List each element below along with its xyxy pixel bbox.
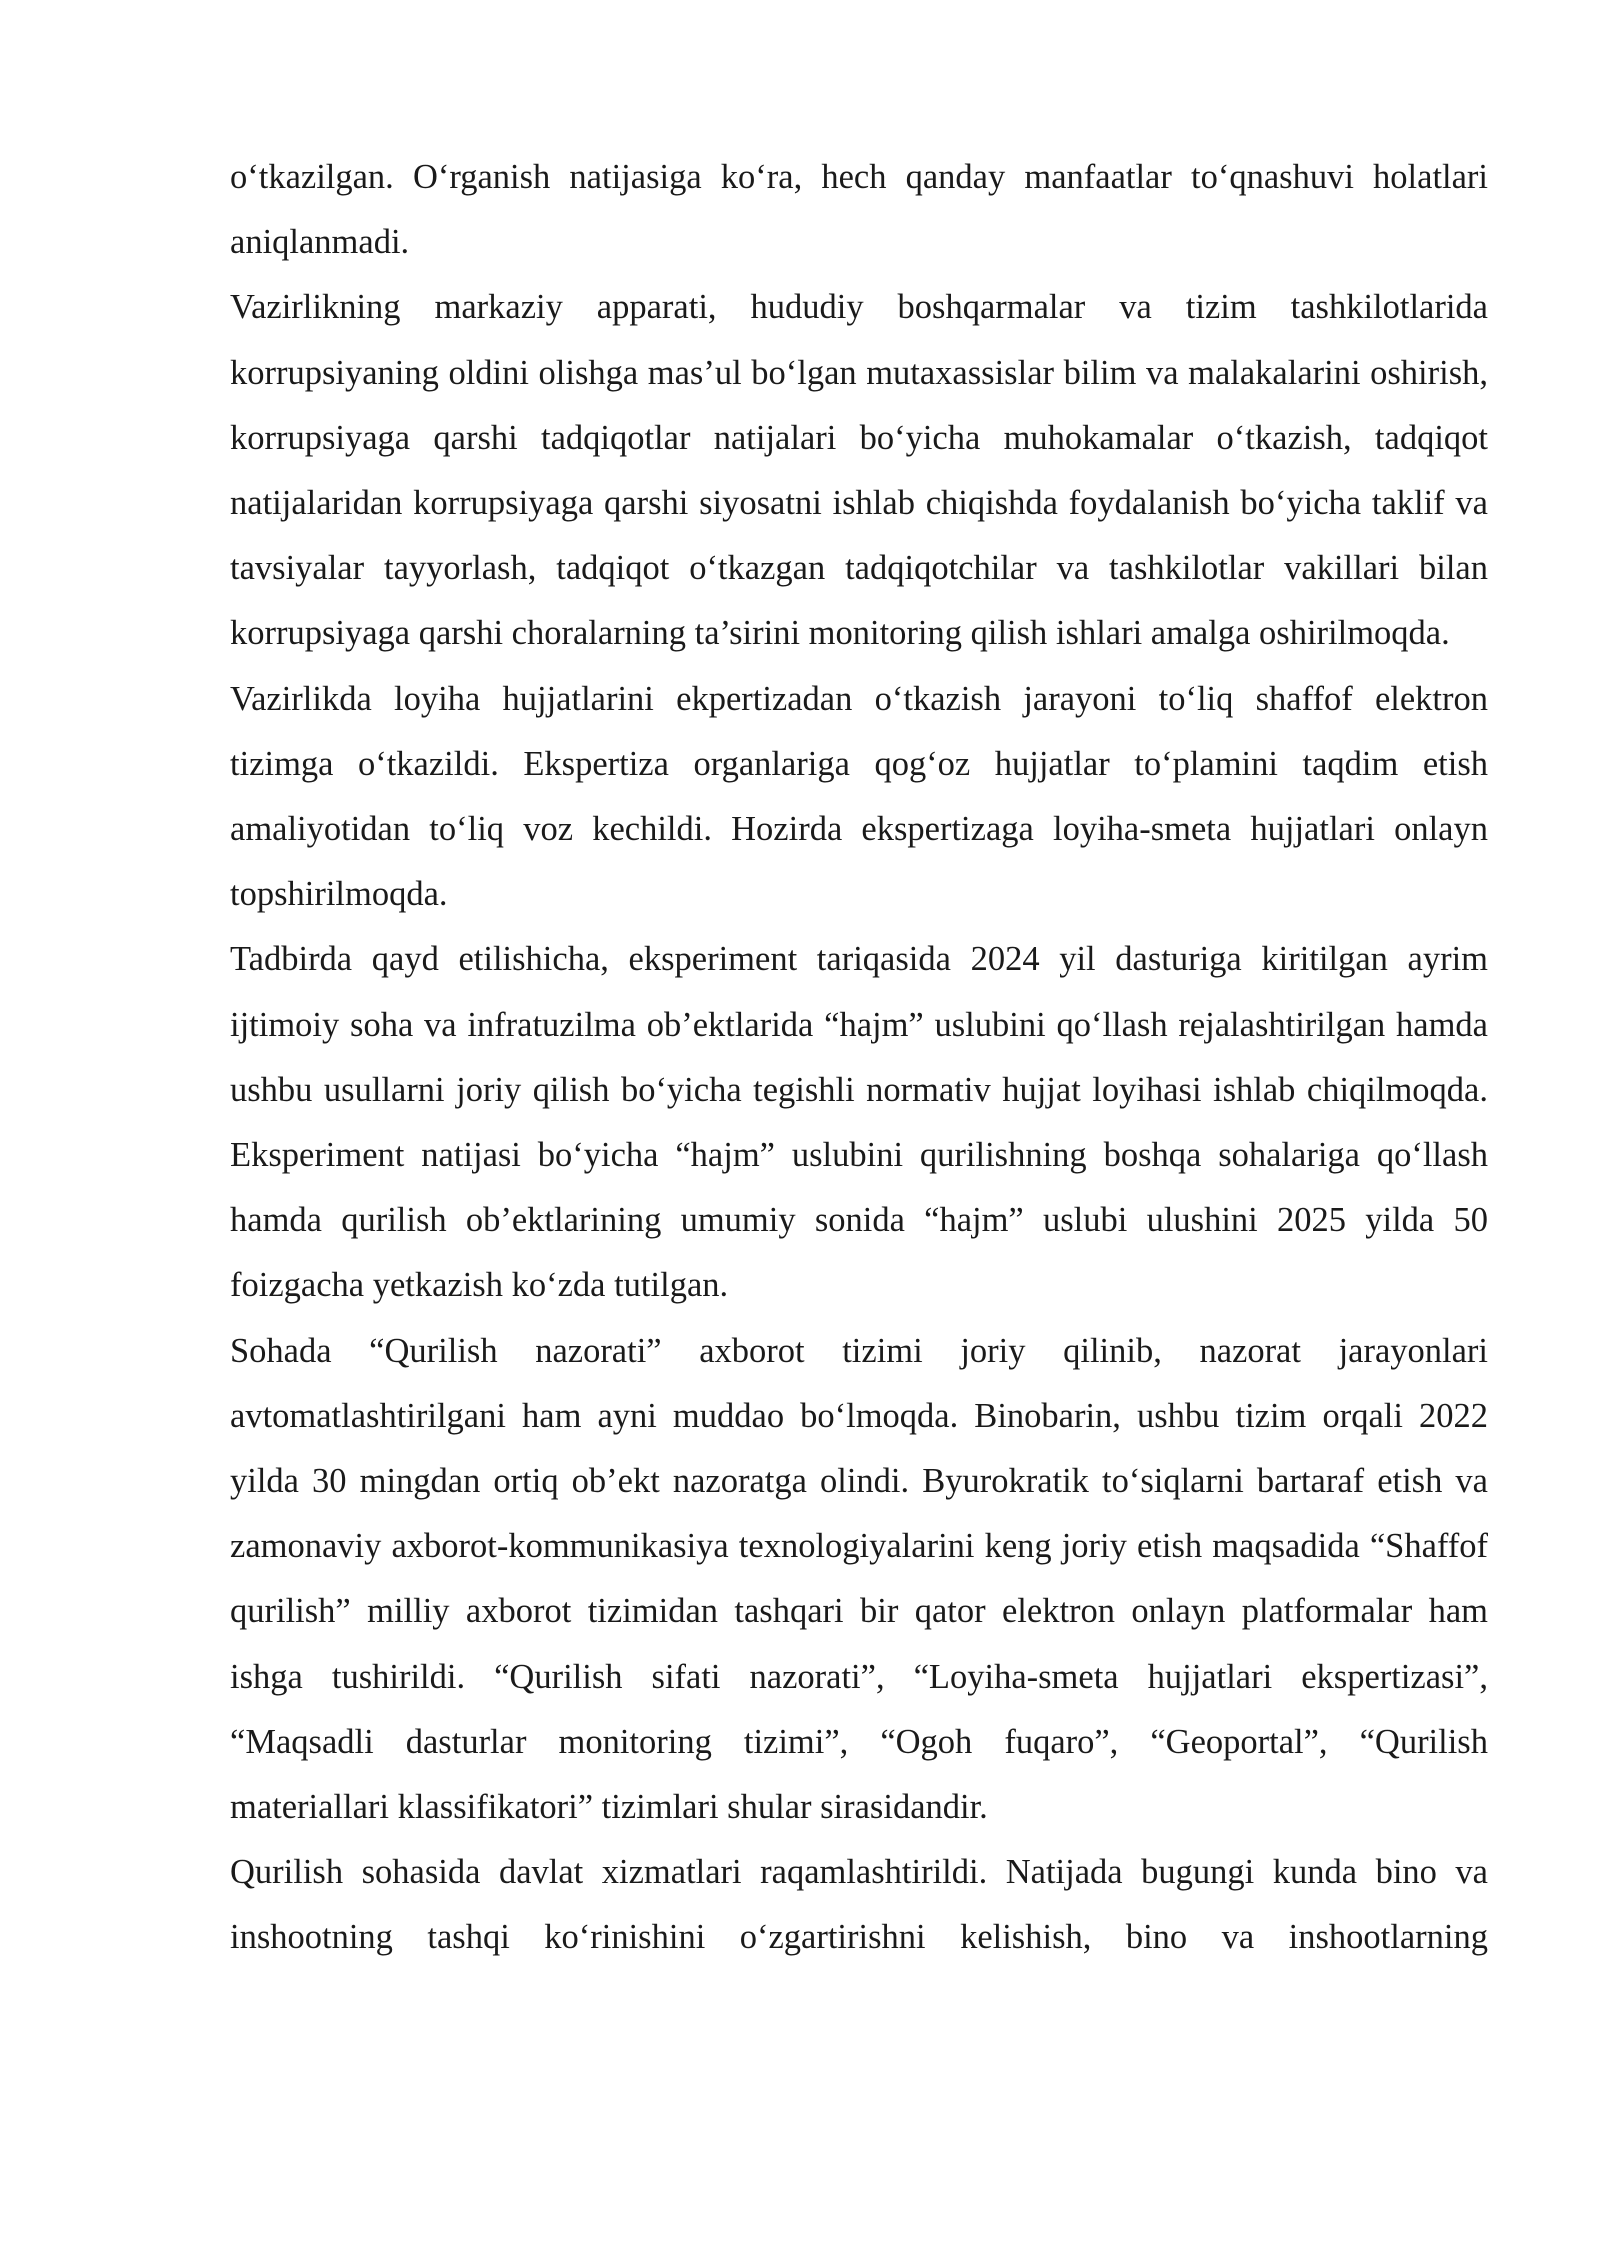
paragraph-5: Sohada “Qurilish nazorati” axborot tizimi joriy qilinib, nazorat jarayonlari avtomatlashtirilgani ham ayni muddao bo‘lmoqda. Binobarin, ushbu tizim orqali 2022 yilda 30 mingdan ortiq ob’ekt nazoratga olindi. Byurokratik to‘siqlarni bartaraf etish va zamonaviy axborot-kommunikasiya texnologiyalarini keng joriy etish maqsadida “Shaffof qurilish” milliy axborot tizimidan tashqari bir qator elektron onlayn platformalar ham ishga tushirildi. “Qurilish sifati nazorati”, “Loyiha-smeta hujjatlari ekspertizasi”, “Maqsadli dasturlar monitoring tizimi”, “Ogoh fuqaro”, “Geoportal”, “Qurilish materiallari klassifikatori” tizimlari shular sirasidandir. xyxy=(230,1331,1488,1827)
paragraph-4: Tadbirda qayd etilishicha, eksperiment tariqasida 2024 yil dasturiga kiritilgan ayrim ijtimoiy soha va infratuzilma ob’ektlarida “hajm” uslubini qo‘llash rejalashtirilgan hamda ushbu usullarni joriy qilish bo‘yicha tegishli normativ hujjat loyihasi ishlab chiqilmoqda. Eksperiment natijasi bo‘yicha “hajm” uslubini qurilishning boshqa sohalariga qo‘llash hamda qurilish ob’ektlarining umumiy sonida “hajm” uslubi ulushini 2025 yilda 50 foizgacha yetkazish ko‘zda tutilgan. xyxy=(230,940,1488,1305)
document-body xyxy=(230,145,1488,1971)
paragraph-2: Vazirlikning markaziy apparati, hududiy boshqarmalar va tizim tashkilotlarida korrupsiyaning oldini olishga mas’ul bo‘lgan mutaxassislar bilim va malakalarini oshirish, korrupsiyaga qarshi tadqiqotlar natijalari bo‘yicha muhokamalar o‘tkazish, tadqiqot natijalaridan korrupsiyaga qarshi siyosatni ishlab chiqishda foydalanish bo‘yicha taklif va tavsiyalar tayyorlash, tadqiqot o‘tkazgan tadqiqotchilar va tashkilotlar vakillari bilan korrupsiyaga qarshi choralarning ta’sirini monitoring qilish ishlari amalga oshirilmoqda. xyxy=(230,288,1488,653)
paragraph-1: o‘tkazilgan. O‘rganish natijasiga ko‘ra, hech qanday manfaatlar to‘qnashuvi holatlari aniqlanmadi. xyxy=(230,158,1488,262)
paragraph-6: Qurilish sohasida davlat xizmatlari raqamlashtirildi. Natijada bugungi kunda bino va inshootning tashqi ko‘rinishini o‘zgartirishni kelishish, bino va inshootlarning xyxy=(230,1853,1488,1957)
paragraph-3: Vazirlikda loyiha hujjatlarini ekpertizadan o‘tkazish jarayoni to‘liq shaffof elektron tizimga o‘tkazildi. Ekspertiza organlariga qog‘oz hujjatlar to‘plamini taqdim etish amaliyotidan to‘liq voz kechildi. Hozirda ekspertizaga loyiha-smeta hujjatlari onlayn topshirilmoqda. xyxy=(230,679,1488,914)
